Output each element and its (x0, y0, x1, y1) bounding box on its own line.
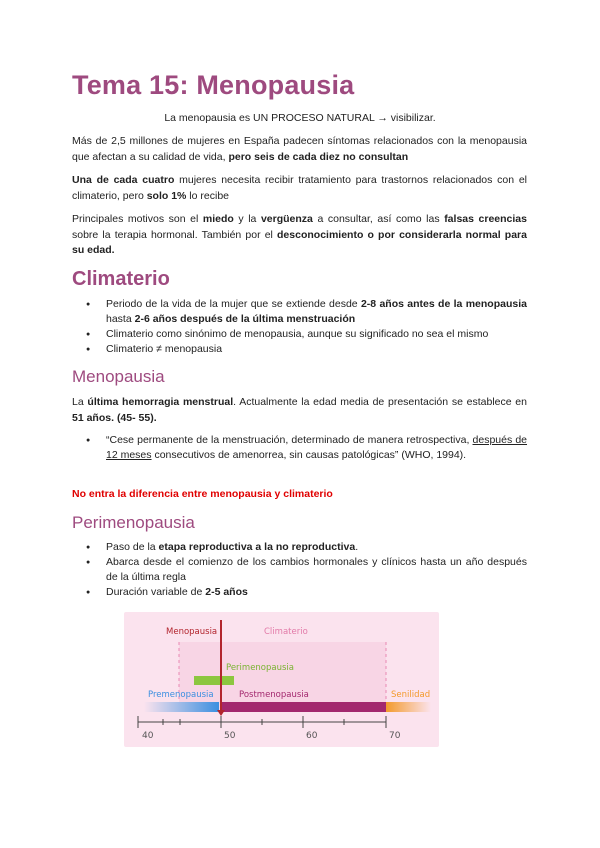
label-climaterio: Climaterio (264, 627, 308, 637)
heading-climaterio: Climaterio (72, 268, 170, 290)
list-item: ● “Cese permanente de la menstruación, determinado de manera retrospectiva, después de 12 meses consecutivos de amenorrea, sin causas patológicas” (WHO, 1994). (72, 433, 527, 463)
intro-paragraph-2: Una de cada cuatro mujeres necesita recibir tratamiento para trastornos relacionados con el climaterio, pero solo 1% lo recibe (72, 174, 527, 202)
label-menopausia: Menopausia (166, 627, 218, 637)
perimenopausia-bar (194, 676, 234, 685)
list-item: ● Periodo de la vida de la mujer que se extiende desde 2-8 años antes de la menopausia hasta 2-6 años después de la última menstruación (72, 297, 527, 327)
label-premenopausia: Premenopausia (148, 690, 214, 700)
menopausia-paragraph: La última hemorragia menstrual. Actualmente la edad media de presentación se establece en 51 años. (45- 55). (72, 396, 527, 424)
perimenopausia-list (72, 540, 527, 600)
label-senilidad: Senilidad (391, 690, 431, 700)
senilidad-bar (386, 702, 431, 712)
list-item: ● Duración variable de 2-5 años (72, 585, 527, 600)
tick-label-40: 40 (142, 731, 154, 741)
label-perimenopausia: Perimenopausia (226, 663, 294, 673)
premenopausia-bar (144, 702, 219, 712)
warning-note: No entra la diferencia entre menopausia y climaterio (72, 488, 333, 500)
tick-label-70: 70 (389, 731, 401, 741)
list-item: ● Climaterio ≠ menopausia (72, 342, 527, 357)
climaterio-list (72, 297, 527, 357)
tick-label-60: 60 (306, 731, 318, 741)
list-item: ● Abarca desde el comienzo de los cambios hormonales y clínicos hasta un año después de la última regla (72, 555, 527, 585)
page-title: Tema 15: Menopausia (72, 70, 355, 100)
list-item: ● Paso de la etapa reproductiva a la no reproductiva. (72, 540, 527, 555)
list-item: ● Climaterio como sinónimo de menopausia, aunque su significado no sea el mismo (72, 327, 527, 342)
climaterio-diagram (124, 612, 439, 747)
intro-paragraph-3: Principales motivos son el miedo y la vergüenza a consultar, así como las falsas creencias sobre la terapia hormonal. También por el desconocimiento o por considerarla normal para su edad. (72, 213, 527, 256)
tick-label-50: 50 (224, 731, 236, 741)
label-postmenopausia: Postmenopausia (239, 690, 309, 700)
menopausia-list (72, 433, 527, 463)
postmenopausia-bar (221, 702, 386, 712)
intro-paragraph-1: Más de 2,5 millones de mujeres en España padecen síntomas relacionados con la menopausia que afectan a su calidad de vida, pero seis de cada diez no consultan (72, 135, 527, 163)
heading-menopausia: Menopausia (72, 367, 165, 386)
heading-perimenopausia: Perimenopausia (72, 513, 195, 532)
subtitle: La menopausia es UN PROCESO NATURAL → visibilizar. (164, 112, 436, 124)
